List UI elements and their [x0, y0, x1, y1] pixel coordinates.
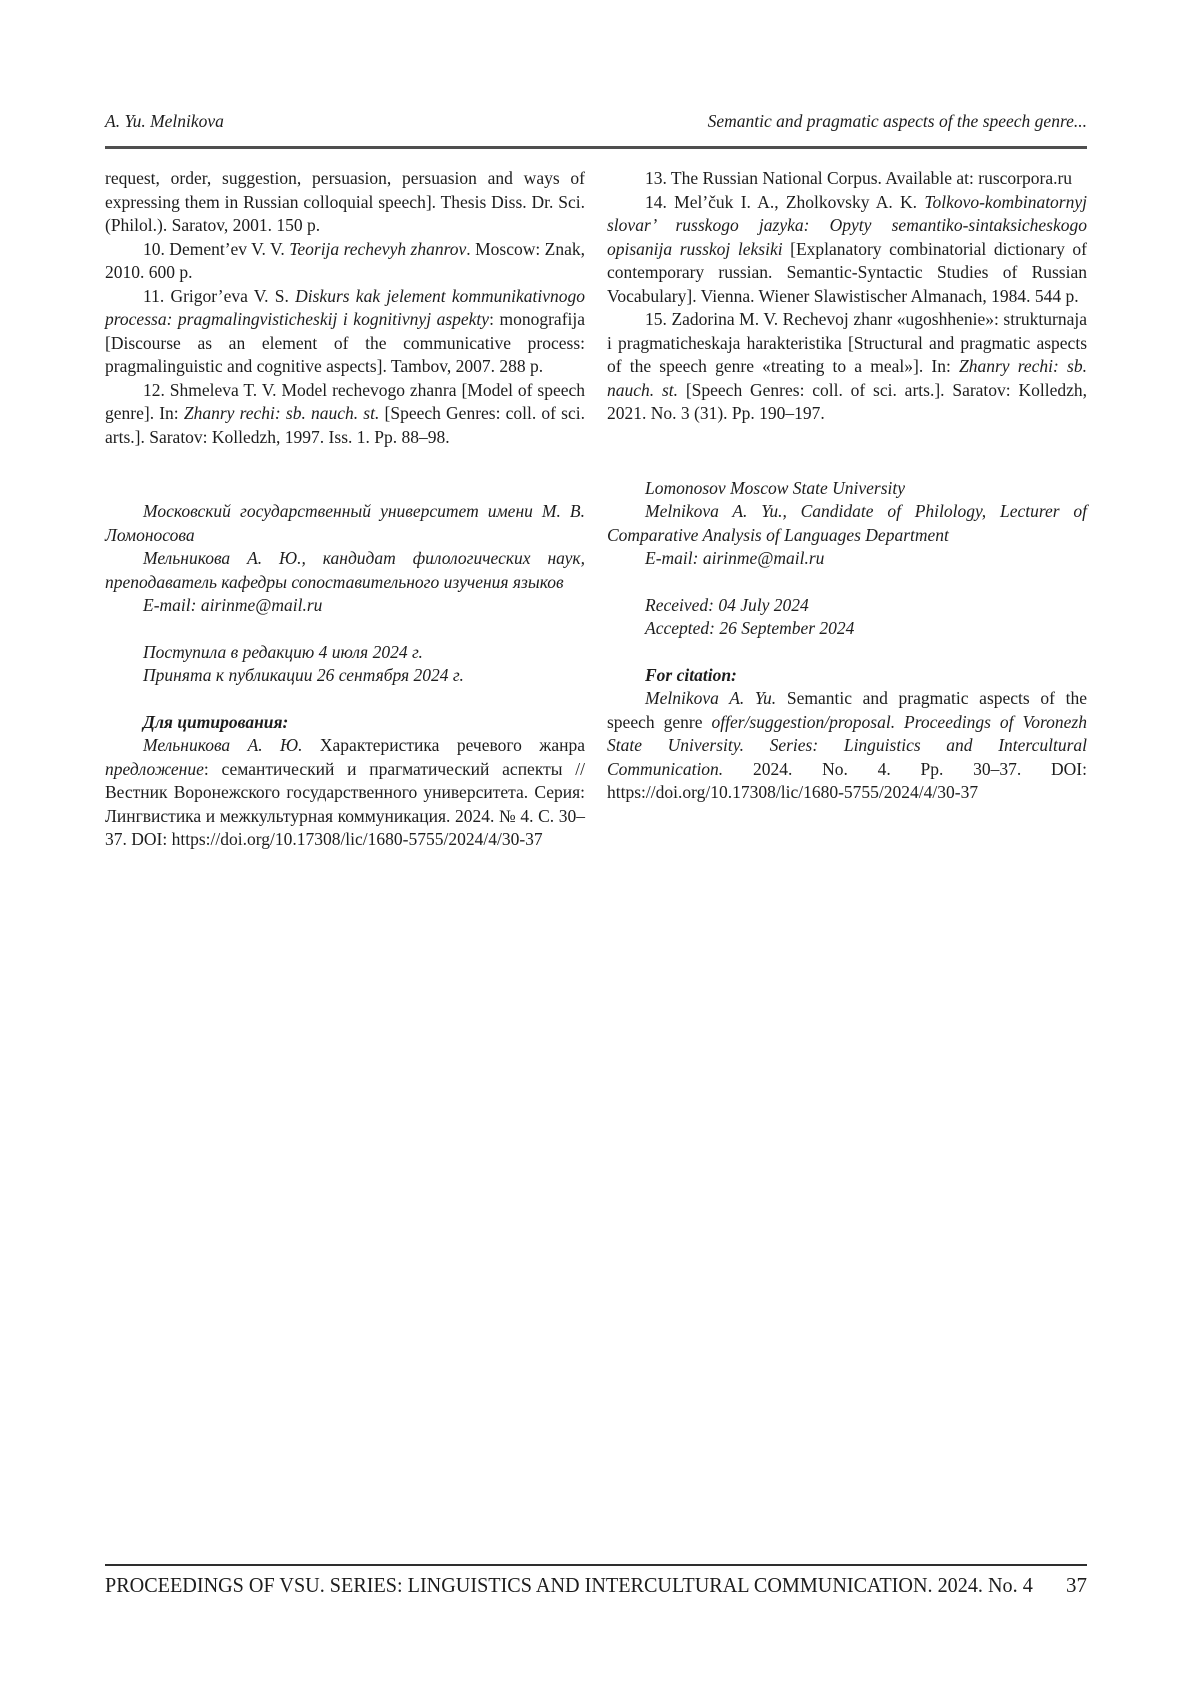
paragraph [607, 594, 1087, 618]
citation-block [105, 711, 585, 852]
text-run: 14. Mel’čuk I. A., Zholkovsky A. K. [645, 191, 925, 212]
paragraph [105, 500, 585, 547]
text-run: Melnikova A. Yu., Candidate of Philology, Lecturer of Comparative Analysis of Languages Department [607, 501, 1087, 545]
running-title: Semantic and pragmatic aspects of the speech genre... [707, 111, 1087, 131]
column-right [607, 167, 1087, 852]
paragraph [607, 477, 1087, 501]
paragraph [105, 547, 585, 594]
text-run: E-mail: airinme@mail.ru [143, 595, 323, 615]
paragraph [105, 238, 585, 285]
text-run: Semantic and pragmatic aspects of the speech genre [607, 688, 1087, 732]
text-run: Zhanry rechi: sb. nauch. st. [183, 403, 380, 423]
text-run: Московский государственный университет имени М. В. Ломоносова [105, 501, 585, 545]
text-run: offer/suggestion/proposal. Proceedings of Voronezh State University. Series: Linguistics and Intercultural Communication. [607, 711, 1087, 779]
text-run: 10. Dement’ev V. V. [143, 238, 290, 259]
text-run: request, order, suggestion, persuasion, persuasion and ways of expressing them in Russian colloquial speech]. Thesis Diss. Dr. Sci. (Philol.). Saratov, 2001. 150 p. [105, 168, 585, 235]
text-run: Мельникова А. Ю. [143, 735, 303, 755]
text-run: For citation: [645, 664, 737, 685]
text-run: 12. Shmeleva T. V. Model rechevogo zhanra [Model of speech genre]. In: [105, 379, 585, 423]
text-run: Характеристика речевого жанра [302, 735, 585, 755]
references-block [607, 167, 1087, 426]
paragraph [105, 379, 585, 450]
text-run: Zhanry rechi: sb. nauch. st. [607, 356, 1087, 400]
text-run: Received: 04 July 2024 [645, 594, 809, 615]
text-run: [Explanatory combinatorial dictionary of contemporary russian. Semantic-Syntactic Studies of Russian Vocabulary]. Vienna. Wiener Slawistischer Almanach, 1984. 544 p. [607, 238, 1087, 306]
column-left [105, 167, 585, 852]
page-footer [105, 1571, 1087, 1601]
paragraph [105, 664, 585, 688]
paragraph [105, 641, 585, 665]
text-run: : семантический и прагматический аспекты // Вестник Воронежского государственного университета. Серия: Лингвистика и межкультурная коммуникация. 2024. № 4. С. 30–37. DOI: https://doi.org/10.17308/lic/1680-5755/2024/4/30-37 [105, 758, 585, 849]
journal-footer-text: PROCEEDINGS OF VSU. SERIES: LINGUISTICS AND INTERCULTURAL COMMUNICATION. 2024. No. 4 [105, 1573, 1033, 1597]
paragraph [607, 617, 1087, 641]
paragraph [105, 285, 585, 379]
text-run: Tolkovo-kombinatornyj slovar’ russkogo jazyka: Opyty semantiko-sintaksicheskogo opisanija russkoj leksiki [607, 191, 1087, 259]
paragraph [607, 664, 1087, 688]
text-run: Мельникова А. Ю., кандидат филологических наук, преподаватель кафедры сопоставительного изучения языков [105, 548, 585, 592]
text-run: Teorija rechevyh zhanrov [289, 238, 467, 259]
affiliation-block [105, 500, 585, 618]
text-run: 2024. No. 4. Pp. 30–37. DOI: https://doi.org/10.17308/lic/1680-5755/2024/4/30-37 [607, 758, 1087, 802]
page-number: 37 [1066, 1573, 1087, 1597]
paragraph [607, 308, 1087, 426]
paragraph [105, 711, 585, 735]
affiliation-block [607, 477, 1087, 571]
text-run: Поступила в редакцию 4 июля 2024 г. [143, 641, 423, 662]
paragraph [607, 167, 1087, 191]
text-run: Lomonosov Moscow State University [645, 477, 906, 498]
paragraph [105, 734, 585, 852]
paragraph [607, 191, 1087, 309]
header-rule [105, 146, 1087, 149]
text-run: [Speech Genres: coll. of sci. arts.]. Saratov: Kolledzh, 1997. Iss. 1. Pp. 88–98. [105, 403, 585, 447]
page-header [105, 110, 1087, 132]
citation-block [607, 664, 1087, 805]
text-run: Accepted: 26 September 2024 [645, 618, 855, 638]
text-run: [Speech Genres: coll. of sci. arts.]. Saratov: Kolledzh, 2021. No. 3 (31). Pp. 190–197. [607, 379, 1087, 423]
text-run: 15. Zadorina M. V. Rechevoj zhanr «ugoshhenie»: strukturnaja i pragmaticheskaja harakteristika [Structural and pragmatic aspects of the speech genre «treating to a meal»]. In: [607, 309, 1087, 376]
text-run: 11. Grigor’eva V. S. [143, 285, 296, 306]
paragraph [607, 500, 1087, 547]
references-block [105, 167, 585, 449]
text-run: Для цитирования: [143, 711, 289, 732]
text-run: E-mail: airinme@mail.ru [645, 548, 825, 568]
dates-block [105, 641, 585, 688]
footer-rule [105, 1564, 1087, 1566]
article-body [105, 167, 1087, 852]
dates-block [607, 594, 1087, 641]
text-run: Diskurs kak jelement kommunikativnogo processa: pragmalingvisticheskij i kognitivnyj aspekty [105, 285, 585, 329]
running-author: A. Yu. Melnikova [105, 111, 224, 131]
paragraph [105, 594, 585, 618]
text-run: : monografija [Discourse as an element of the communicative process: pragmalinguistic and cognitive aspects]. Tambov, 2007. 288 p. [105, 309, 586, 376]
text-run: . Moscow: Znak, 2010. 600 p. [105, 238, 585, 282]
text-run: предложение [105, 758, 204, 779]
paragraph [607, 687, 1087, 805]
paragraph [607, 547, 1087, 571]
text-run: Принята к публикации 26 сентября 2024 г. [143, 665, 464, 685]
text-run: Melnikova A. Yu. [645, 688, 777, 708]
paragraph [105, 167, 585, 238]
text-run: 13. The Russian National Corpus. Available at: ruscorpora.ru [645, 168, 1073, 188]
